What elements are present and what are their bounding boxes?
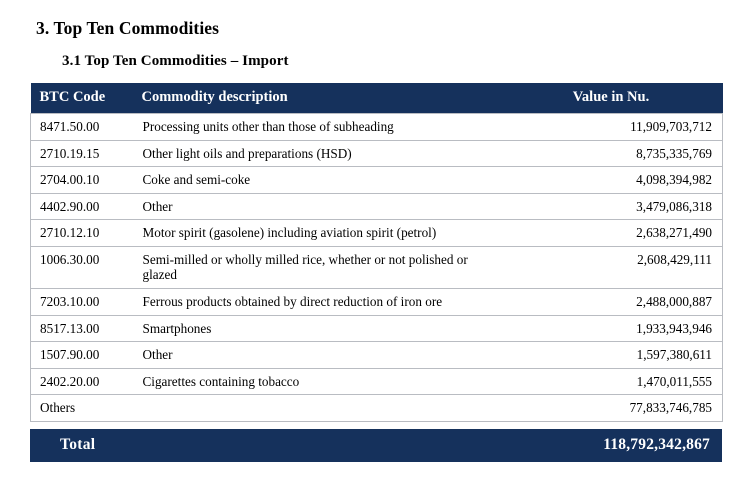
cell-others-label: Others — [31, 395, 513, 422]
cell-value: 2,488,000,887 — [513, 289, 723, 316]
table-total-row — [30, 429, 722, 462]
table-row — [31, 140, 723, 167]
total-label: Total — [60, 435, 96, 453]
cell-btc-code: 2710.12.10 — [31, 220, 133, 247]
cell-btc-code: 2710.19.15 — [31, 140, 133, 167]
table-row — [31, 246, 723, 288]
cell-btc-code: 4402.90.00 — [31, 193, 133, 220]
subsection-title: 3.1 Top Ten Commodities – Import — [62, 53, 289, 69]
table-header-row — [31, 83, 723, 114]
table-header — [31, 83, 723, 114]
cell-description: Coke and semi-coke — [133, 167, 513, 194]
table-row — [31, 167, 723, 194]
cell-description: Other light oils and preparations (HSD) — [133, 140, 513, 167]
cell-btc-code: 8517.13.00 — [31, 315, 133, 342]
cell-value: 8,735,335,769 — [513, 140, 723, 167]
cell-btc-code: 8471.50.00 — [31, 114, 133, 141]
cell-value: 1,933,943,946 — [513, 315, 723, 342]
cell-value: 1,470,011,555 — [513, 368, 723, 395]
cell-description: Ferrous products obtained by direct reduction of iron ore — [133, 289, 513, 316]
table-row — [31, 315, 723, 342]
cell-description: Semi-milled or wholly milled rice, whether or not polished or glazed — [133, 246, 513, 288]
cell-description: Cigarettes containing tobacco — [133, 368, 513, 395]
table-body — [31, 114, 723, 422]
cell-value: 11,909,703,712 — [513, 114, 723, 141]
column-header-value: Value in Nu. — [513, 83, 723, 114]
cell-btc-code: 1006.30.00 — [31, 246, 133, 288]
column-header-btc-code: BTC Code — [31, 83, 133, 114]
table-row — [31, 220, 723, 247]
table-row — [31, 342, 723, 369]
cell-value: 2,608,429,111 — [513, 246, 723, 288]
commodities-table-wrapper — [30, 83, 722, 422]
cell-description: Other — [133, 193, 513, 220]
total-value: 118,792,342,867 — [603, 435, 710, 453]
top-ten-commodities-table — [30, 83, 723, 422]
cell-btc-code: 2704.00.10 — [31, 167, 133, 194]
cell-value: 3,479,086,318 — [513, 193, 723, 220]
page-title: 3. Top Ten Commodities — [36, 18, 220, 38]
cell-description: Processing units other than those of subheading — [133, 114, 513, 141]
column-header-commodity-description: Commodity description — [133, 83, 513, 114]
cell-btc-code: 7203.10.00 — [31, 289, 133, 316]
cell-btc-code: 1507.90.00 — [31, 342, 133, 369]
cell-description: Other — [133, 342, 513, 369]
cell-value: 1,597,380,611 — [513, 342, 723, 369]
table-row — [31, 114, 723, 141]
table-row — [31, 193, 723, 220]
cell-others-value: 77,833,746,785 — [513, 395, 723, 422]
cell-value: 4,098,394,982 — [513, 167, 723, 194]
table-row-others — [31, 395, 723, 422]
cell-description: Motor spirit (gasolene) including aviation spirit (petrol) — [133, 220, 513, 247]
cell-value: 2,638,271,490 — [513, 220, 723, 247]
table-row — [31, 289, 723, 316]
cell-btc-code: 2402.20.00 — [31, 368, 133, 395]
cell-description: Smartphones — [133, 315, 513, 342]
table-row — [31, 368, 723, 395]
